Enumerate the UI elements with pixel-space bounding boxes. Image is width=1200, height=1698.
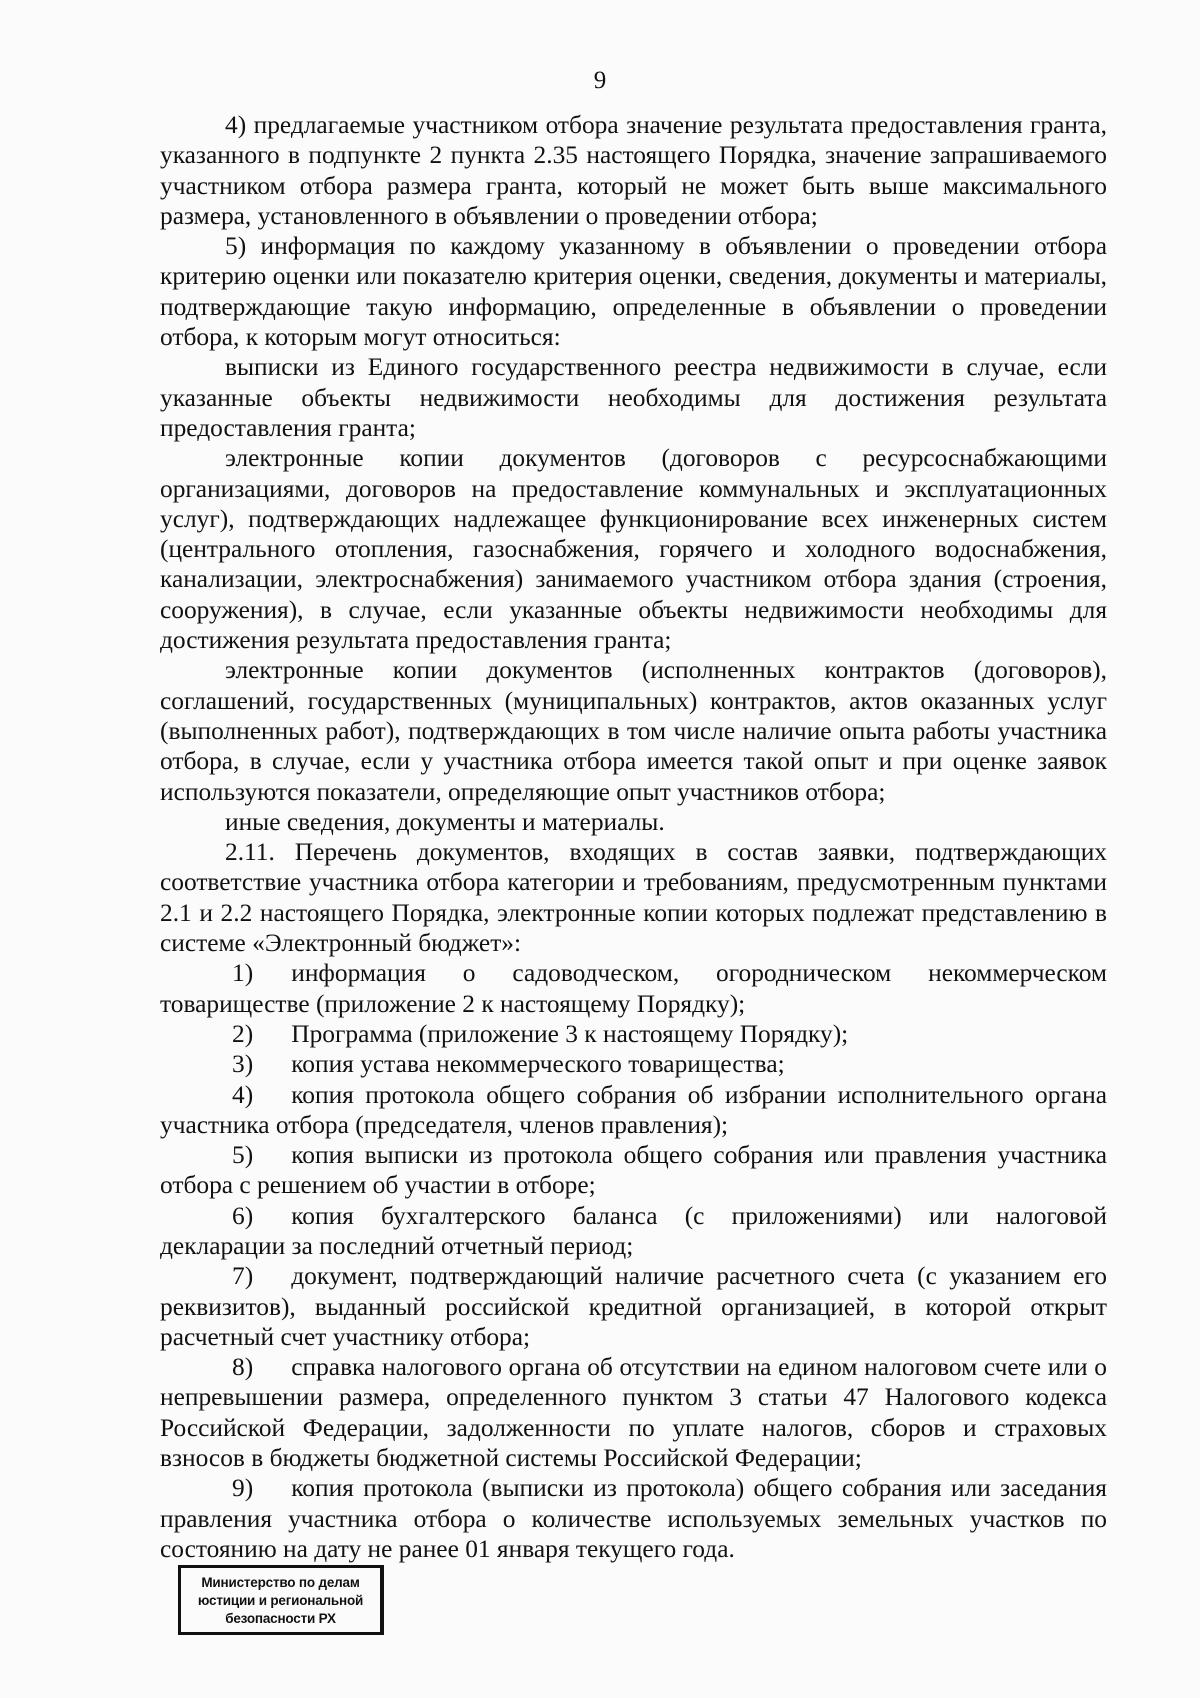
document-body [160,110,1107,1564]
list-item-text: копия выписки из протокола общего собрания или правления участника отбора с решением об участии в отборе; [160,1141,1107,1200]
list-item-number: 2) [232,1019,254,1048]
list-item [160,1019,1107,1049]
list-item-text: копия протокола (выписки из протокола) общего собрания или заседания правления участника отбора о количестве используемых земельных участков по состоянию на дату не ранее 01 января текущего года. [160,1474,1107,1563]
paragraph-item-4: 4) предлагаемые участником отбора значение результата предоставления гранта, указанного в подпункте 2 пункта 2.35 настоящего Порядка, значение запрашиваемого участником отбора размера гранта, который не может быть выше максимального размера, установленного в объявлении о проведении отбора; [160,111,1107,230]
list-item [160,1261,1107,1352]
paragraph-egrn-extracts: выписки из Единого государственного реестра недвижимости в случае, если указанные объекты недвижимости необходимы для достижения результата предоставления гранта; [160,353,1107,442]
list-item-text: копия бухгалтерского баланса (с приложениями) или налоговой декларации за последний отчетный период; [160,1201,1107,1260]
page-number: 9 [593,67,607,94]
stamp-line: Министерство по делам [201,1575,360,1590]
list-item-number: 9) [232,1474,254,1503]
paragraph-section-2-11: 2.11. Перечень документов, входящих в состав заявки, подтверждающих соответствие участника отбора категории и требованиям, предусмотренным пунктами 2.1 и 2.2 настоящего Порядка, электронные копии которых подлежат представлению в системе «Электронный бюджет»: [160,838,1107,958]
list-item-text: копия устава некоммерческого товарищества; [291,1050,785,1079]
list-item [160,1049,1107,1079]
list-item-text: справка налогового органа об отсутствии на едином налоговом счете или о непревышении размера, определенного пунктом 3 статьи 47 Налогового кодекса Российской Федерации, задолженности по уплате налогов, сборов и страховых взносов в бюджеты бюджетной системы Российской Федерации; [160,1353,1107,1473]
list-item-number: 6) [232,1201,254,1230]
paragraph-experience-documents: электронные копии документов (исполненных контрактов (договоров), соглашений, государственных (муниципальных) контрактов, актов оказанных услуг (выполненных работ), подтверждающих в том числе наличие опыта работы участника отбора, в случае, если у участника отбора имеется такой опыт и при оценке заявок используются показатели, определяющие опыт участников отбора; [160,656,1107,806]
list-item-number: 8) [232,1353,254,1382]
paragraph-other-documents: иные сведения, документы и материалы. [225,807,665,836]
list-item-number: 5) [232,1141,254,1170]
ministry-stamp [178,1565,384,1635]
paragraph-item-5: 5) информация по каждому указанному в объявлении о проведении отбора критерию оценки или показателю критерия оценки, сведения, документы и материалы, подтверждающие такую информацию, определенные в объявлении о проведении отбора, к которым могут относиться: [160,232,1107,352]
list-item [160,1201,1107,1262]
list-item-text: копия протокола общего собрания об избрании исполнительного органа участника отбора (председателя, членов правления); [160,1080,1107,1139]
list-item-text: документ, подтверждающий наличие расчетного счета (с указанием его реквизитов), выданный российской кредитной организацией, в которой открыт расчетный счет участнику отбора; [160,1262,1107,1351]
list-item-number: 1) [232,959,254,988]
list-item [160,1140,1107,1201]
stamp-line: юстиции и региональной [197,1593,364,1608]
list-item-number: 7) [232,1262,254,1291]
paragraph-utility-contracts: электронные копии документов (договоров с ресурсоснабжающими организациями, договоров на предоставление коммунальных и эксплуатационных услуг), подтверждающих надлежащее функционирование всех инженерных систем (центрального отопления, газоснабжения, горячего и холодного водоснабжения, канализации, электроснабжения) занимаемого участником отбора здания (строения, сооружения), в случае, если указанные объекты недвижимости необходимы для достижения результата предоставления гранта; [160,444,1107,655]
list-item-text: Программа (приложение 3 к настоящему Порядку); [291,1019,849,1048]
list-item-number: 3) [232,1050,254,1079]
stamp-line: безопасности РХ [225,1611,336,1626]
list-item [160,958,1107,1019]
list-item [160,1080,1107,1141]
list-item [160,1473,1107,1564]
list-item-number: 4) [232,1080,254,1109]
list-item-text: информация о садоводческом, огородническом некоммерческом товариществе (приложение 2 к настоящему Порядку); [160,959,1107,1018]
list-item [160,1352,1107,1473]
